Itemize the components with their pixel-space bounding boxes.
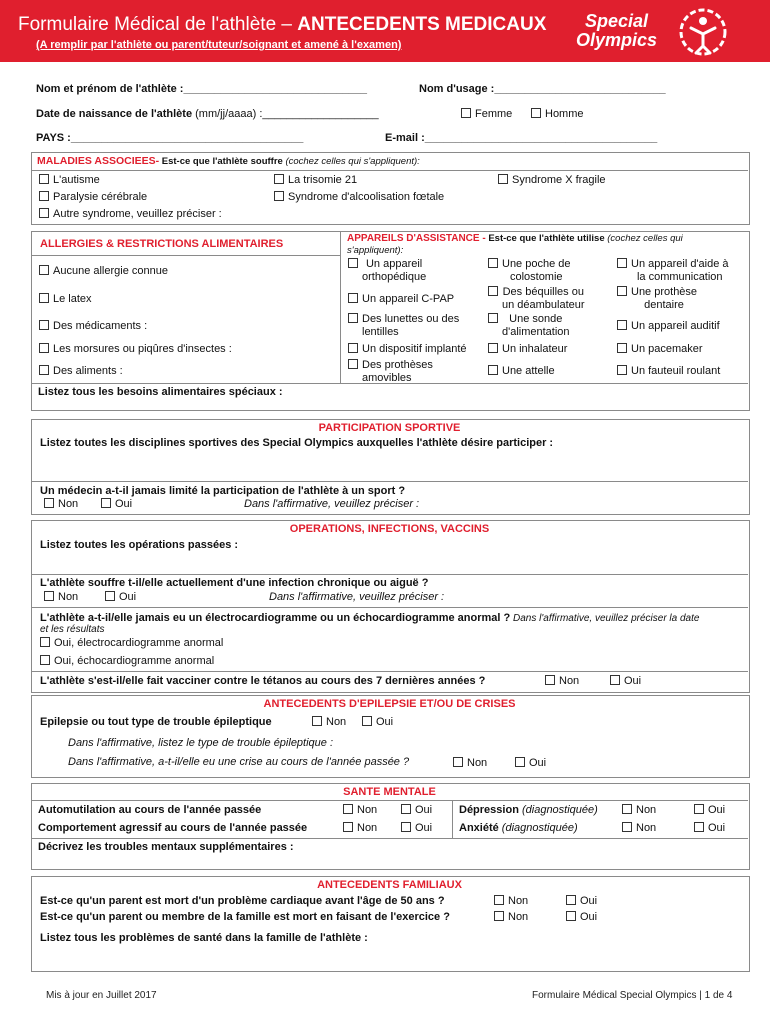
maladies-hint: (cochez celles qui s'appliquent): [282,156,420,167]
checkbox-icon[interactable] [362,716,372,726]
usage-name-field[interactable]: Nom d'usage :____________________________ [419,83,666,95]
divider [31,838,748,839]
checkbox-icon[interactable] [343,804,353,814]
familiaux-q1-oui[interactable] [566,895,597,907]
oui-label: Oui [529,757,547,769]
checkbox-icon[interactable] [453,757,463,767]
checkbox-icon[interactable] [39,208,49,218]
title-bold: ANTECEDENTS MEDICAUX [297,14,547,35]
checkbox-icon[interactable] [610,675,620,685]
divider [31,255,340,256]
allergy-label: Le latex [53,293,92,305]
special-olympics-logo [576,12,657,50]
homme-label: Homme [545,108,584,120]
appareil-label: Un appareil orthopédique [362,258,427,283]
agressif-non[interactable] [343,822,377,834]
non-label: Non [326,716,347,728]
ecg-question [40,612,699,624]
checkbox-icon[interactable] [488,258,498,268]
country-field[interactable]: PAYS :______________________________________ [36,132,304,144]
checkbox-icon[interactable] [39,365,49,375]
non-label: Non [636,804,657,816]
checkbox-icon[interactable] [617,258,627,268]
allergy-aliments[interactable] [39,365,123,377]
checkbox-icon[interactable] [566,895,576,905]
checkbox-icon[interactable] [274,174,284,184]
automutilation-label: Automutilation au cours de l'année passée [38,804,262,816]
maladies-question: Est-ce que l'athlète souffre [159,156,283,167]
epilepsie-question: Epilepsie ou tout type de trouble épileptique [40,716,272,728]
infection-precise-field[interactable]: Dans l'affirmative, veuillez préciser : [269,591,445,603]
allergy-medicaments[interactable] [39,320,147,332]
appareil-auditif[interactable] [617,320,720,332]
checkbox-icon[interactable] [39,293,49,303]
appareil-label: Un inhalateur [502,343,568,355]
ecg-hint1: Dans l'affirmative, veuillez préciser la date [510,613,700,624]
familiaux-q1: Est-ce qu'un parent est mort d'un problème cardiaque avant l'âge de 50 ans ? [40,895,445,907]
appareil-prothese-dentaire[interactable] [617,286,697,312]
anxiete-non[interactable] [622,822,656,834]
allergy-label: Les morsures ou piqûres d'insectes : [53,343,232,355]
ecg-hint2: et les résultats [40,624,105,635]
oui-label: Oui [580,911,598,923]
allergy-insectes[interactable] [39,343,232,355]
non-label: Non [467,757,488,769]
non-label: Non [508,911,529,923]
checkbox-icon[interactable] [40,637,50,647]
familiaux-q1-non[interactable] [494,895,528,907]
checkbox-icon[interactable] [274,191,284,201]
dob-format: (mm/jj/aaaa) :___________________ [192,108,379,120]
tetanus-non[interactable] [545,675,579,687]
checkbox-icon[interactable] [40,655,50,665]
appareils-question: Est-ce que l'athlète utilise [485,233,605,244]
non-label: Non [58,591,79,603]
email-field[interactable]: E-mail :______________________________________ [385,132,658,144]
checkbox-icon[interactable] [617,343,627,353]
maladie-label: Syndrome d'alcoolisation fœtale [288,191,445,203]
operations-list-label[interactable]: Listez toutes les opérations passées : [40,539,239,551]
oui-label: Oui [624,675,642,687]
checkbox-icon[interactable] [488,286,498,296]
maladie-autre[interactable] [39,208,222,220]
depression-oui[interactable] [694,804,725,816]
logo-line1: Special [585,11,649,31]
checkbox-icon[interactable] [545,675,555,685]
footer-updated: Mis à jour en Juillet 2017 [46,990,157,1001]
appareil-label: Un appareil C-PAP [362,293,455,305]
appareil-label: Des béquilles ou un déambulateur [502,286,585,311]
allergy-label: Des médicaments : [53,320,148,332]
maladie-trisomie[interactable] [274,174,357,186]
oui-label: Oui [376,716,394,728]
crise-oui[interactable] [515,757,546,769]
checkbox-icon[interactable] [488,313,498,323]
appareil-label: Une prothèse dentaire [631,286,698,311]
familiaux-list-field[interactable]: Listez tous les problèmes de santé dans la famille de l'athlète : [40,932,368,944]
non-label: Non [357,804,378,816]
checkbox-icon[interactable] [343,822,353,832]
divider [31,170,748,171]
non-label: Non [559,675,580,687]
non-label: Non [58,498,79,510]
checkbox-icon[interactable] [401,822,411,832]
maladie-label: Paralysie cérébrale [53,191,148,203]
maladie-label: Autre syndrome, veuillez préciser : [53,208,222,220]
appareil-label: Un dispositif implanté [362,343,467,355]
appareils-hint2: s'appliquent): [347,245,404,256]
ecg-opt-label: Oui, échocardiogramme anormal [54,655,215,667]
allergy-label: Des aliments : [53,365,123,377]
sport-list-label[interactable]: Listez toutes les disciplines sportives des Special Olympics auxquelles l'athlète désire participer : [40,437,554,449]
appareil-cpap[interactable] [348,293,454,305]
oui-label: Oui [708,804,726,816]
divider [31,800,748,801]
non-label: Non [636,822,657,834]
maladie-label: L'autisme [53,174,100,186]
appareil-label: Une sonde d'alimentation [502,313,570,338]
sport-title: PARTICIPATION SPORTIVE [318,422,461,434]
checkbox-icon[interactable] [617,320,627,330]
checkbox-icon[interactable] [515,757,525,767]
checkbox-icon[interactable] [39,265,49,275]
column-divider [452,800,453,838]
checkbox-icon[interactable] [531,108,541,118]
checkbox-icon[interactable] [488,343,498,353]
dob-field[interactable] [36,108,379,120]
appareils-hint1: (cochez celles qui [604,233,683,244]
depression-label [459,804,598,816]
appareil-protheses[interactable] [348,359,433,385]
maladie-paralysie[interactable] [39,191,147,203]
appareil-label: Un fauteuil roulant [631,365,721,377]
appareil-inhalateur[interactable] [488,343,567,355]
athlete-name-field[interactable]: Nom et prénom de l'athlète :______________________________ [36,83,367,95]
logo-line2: Olympics [576,30,658,50]
non-label: Non [508,895,529,907]
maladie-x-fragile[interactable] [498,174,606,186]
agressif-oui[interactable] [401,822,432,834]
checkbox-icon[interactable] [494,895,504,905]
epilepsie-title: ANTECEDENTS D'EPILEPSIE ET/OU DE CRISES [263,698,516,710]
special-olympics-emblem-icon [676,6,730,58]
epilepsie-oui[interactable] [362,716,393,728]
checkbox-icon[interactable] [401,804,411,814]
checkbox-icon[interactable] [494,911,504,921]
anxiete-text: Anxiété [459,822,499,834]
allergy-label: Aucune allergie connue [53,265,168,277]
special-diet-label[interactable]: Listez tous les besoins alimentaires spéciaux : [38,386,283,398]
checkbox-icon[interactable] [39,343,49,353]
appareil-label: Un appareil auditif [631,320,720,332]
oui-label: Oui [580,895,598,907]
checkbox-icon[interactable] [617,286,627,296]
appareil-label: Des lunettes ou des lentilles [362,313,460,338]
checkbox-icon[interactable] [44,591,54,601]
divider [31,607,748,608]
form-subtitle: (A remplir par l'athlète ou parent/tuteur/soignant et amené à l'examen) [36,39,402,51]
checkbox-icon[interactable] [312,716,322,726]
allergy-latex[interactable] [39,293,92,305]
automutilation-oui[interactable] [401,804,432,816]
operations-title: OPERATIONS, INFECTIONS, VACCINS [289,523,490,535]
appareil-communication[interactable] [617,258,729,284]
depression-non[interactable] [622,804,656,816]
divider [31,481,748,482]
familiaux-title: ANTECEDENTS FAMILIAUX [317,879,462,891]
appareil-bequilles[interactable] [488,286,585,312]
epilepsie-non[interactable] [312,716,346,728]
checkbox-icon[interactable] [348,293,358,303]
appareil-label: Une poche de colostomie [502,258,571,283]
oui-label: Oui [415,804,433,816]
appareil-orthopedique[interactable] [348,258,426,284]
checkbox-icon[interactable] [101,498,111,508]
checkbox-icon[interactable] [39,320,49,330]
checkbox-icon[interactable] [498,174,508,184]
maladies-header [37,155,420,167]
appareil-label: Une attelle [502,365,555,377]
maladie-label: Syndrome X fragile [512,174,606,186]
oui-label: Oui [119,591,137,603]
checkbox-icon[interactable] [622,804,632,814]
checkbox-icon[interactable] [622,822,632,832]
ecg-opt-echo[interactable] [40,655,214,667]
sport-limit-non[interactable] [44,498,78,510]
appareil-label: Un appareil d'aide à la communication [631,258,729,283]
checkbox-icon[interactable] [348,343,358,353]
sport-limit-oui[interactable] [101,498,132,510]
appareil-sonde[interactable] [488,313,570,339]
infection-non[interactable] [44,591,78,603]
checkbox-icon[interactable] [566,911,576,921]
infection-oui[interactable] [105,591,136,603]
appareil-label: Des prothèses amovibles [362,359,433,384]
appareil-pacemaker[interactable] [617,343,703,355]
checkbox-icon[interactable] [44,498,54,508]
checkbox-icon[interactable] [39,174,49,184]
anxiete-hint: (diagnostiquée) [498,822,578,834]
tetanus-question: L'athlète s'est-il/elle fait vacciner contre le tétanos au cours des 7 dernières années ? [40,675,486,687]
familiaux-q2: Est-ce qu'un parent ou membre de la famille est mort en faisant de l'exercice ? [40,911,450,923]
checkbox-icon[interactable] [461,108,471,118]
footer-page: Formulaire Médical Special Olympics | 1 de 4 [532,990,733,1001]
column-divider [340,231,341,383]
checkbox-icon[interactable] [694,804,704,814]
dob-label: Date de naissance de l'athlète [36,108,193,120]
crise-non[interactable] [453,757,487,769]
non-label: Non [357,822,378,834]
checkbox-icon[interactable] [694,822,704,832]
ecg-opt-electro[interactable] [40,637,223,649]
maladie-alcoolisation[interactable] [274,191,444,203]
femme-label: Femme [475,108,513,120]
checkbox-femme[interactable] [461,108,512,120]
maladie-autisme[interactable] [39,174,100,186]
appareil-colostomie[interactable] [488,258,571,284]
oui-label: Oui [115,498,133,510]
appareils-title: APPAREILS D'ASSISTANCE - [347,233,486,244]
sante-mentale-title: SANTE MENTALE [343,786,436,798]
familiaux-q2-oui[interactable] [566,911,597,923]
automutilation-non[interactable] [343,804,377,816]
oui-label: Oui [708,822,726,834]
checkbox-homme[interactable] [531,108,584,120]
ecg-opt-label: Oui, électrocardiogramme anormal [54,637,224,649]
agressif-label: Comportement agressif au cours de l'année passée [38,822,308,834]
appareil-implante[interactable] [348,343,467,355]
depression-hint: (diagnostiquée) [518,804,598,816]
appareil-attelle[interactable] [488,365,555,377]
checkbox-icon[interactable] [348,359,358,369]
allergies-title: ALLERGIES & RESTRICTIONS ALIMENTAIRES [40,238,284,250]
anxiete-label [459,822,578,834]
maladie-label: La trisomie 21 [288,174,358,186]
ecg-question-text: L'athlète a-t-il/elle jamais eu un électrocardiogramme ou un échocardiogramme anormal ? [40,612,511,624]
oui-label: Oui [415,822,433,834]
checkbox-icon[interactable] [348,258,358,268]
appareil-lunettes[interactable] [348,313,459,339]
title-prefix: Formulaire Médical de l'athlète – [18,14,292,35]
allergy-none[interactable] [39,265,168,277]
epilepsie-type-field[interactable]: Dans l'affirmative, listez le type de trouble épileptique : [68,737,334,749]
appareil-fauteuil[interactable] [617,365,720,377]
checkbox-icon[interactable] [617,365,627,375]
checkbox-icon[interactable] [488,365,498,375]
appareil-label: Un pacemaker [631,343,703,355]
form-title [18,14,546,36]
infection-question: L'athlète souffre t-il/elle actuellement d'une infection chronique ou aiguë ? [40,577,429,589]
depression-text: Dépression [459,804,519,816]
checkbox-icon[interactable] [348,313,358,323]
maladies-title: MALADIES ASSOCIEES- [37,155,160,167]
divider [31,671,748,672]
troubles-field[interactable]: Décrivez les troubles mentaux supplémentaires : [38,841,294,853]
checkbox-icon[interactable] [39,191,49,201]
sport-precise-field[interactable]: Dans l'affirmative, veuillez préciser : [244,498,420,510]
familiaux-q2-non[interactable] [494,911,528,923]
checkbox-icon[interactable] [105,591,115,601]
epilepsie-crise-question: Dans l'affirmative, a-t-il/elle eu une crise au cours de l'année passée ? [68,756,410,768]
sport-limit-question: Un médecin a-t-il jamais limité la participation de l'athlète à un sport ? [40,485,406,497]
appareils-header [347,233,683,244]
tetanus-oui[interactable] [610,675,641,687]
anxiete-oui[interactable] [694,822,725,834]
divider [31,574,748,575]
